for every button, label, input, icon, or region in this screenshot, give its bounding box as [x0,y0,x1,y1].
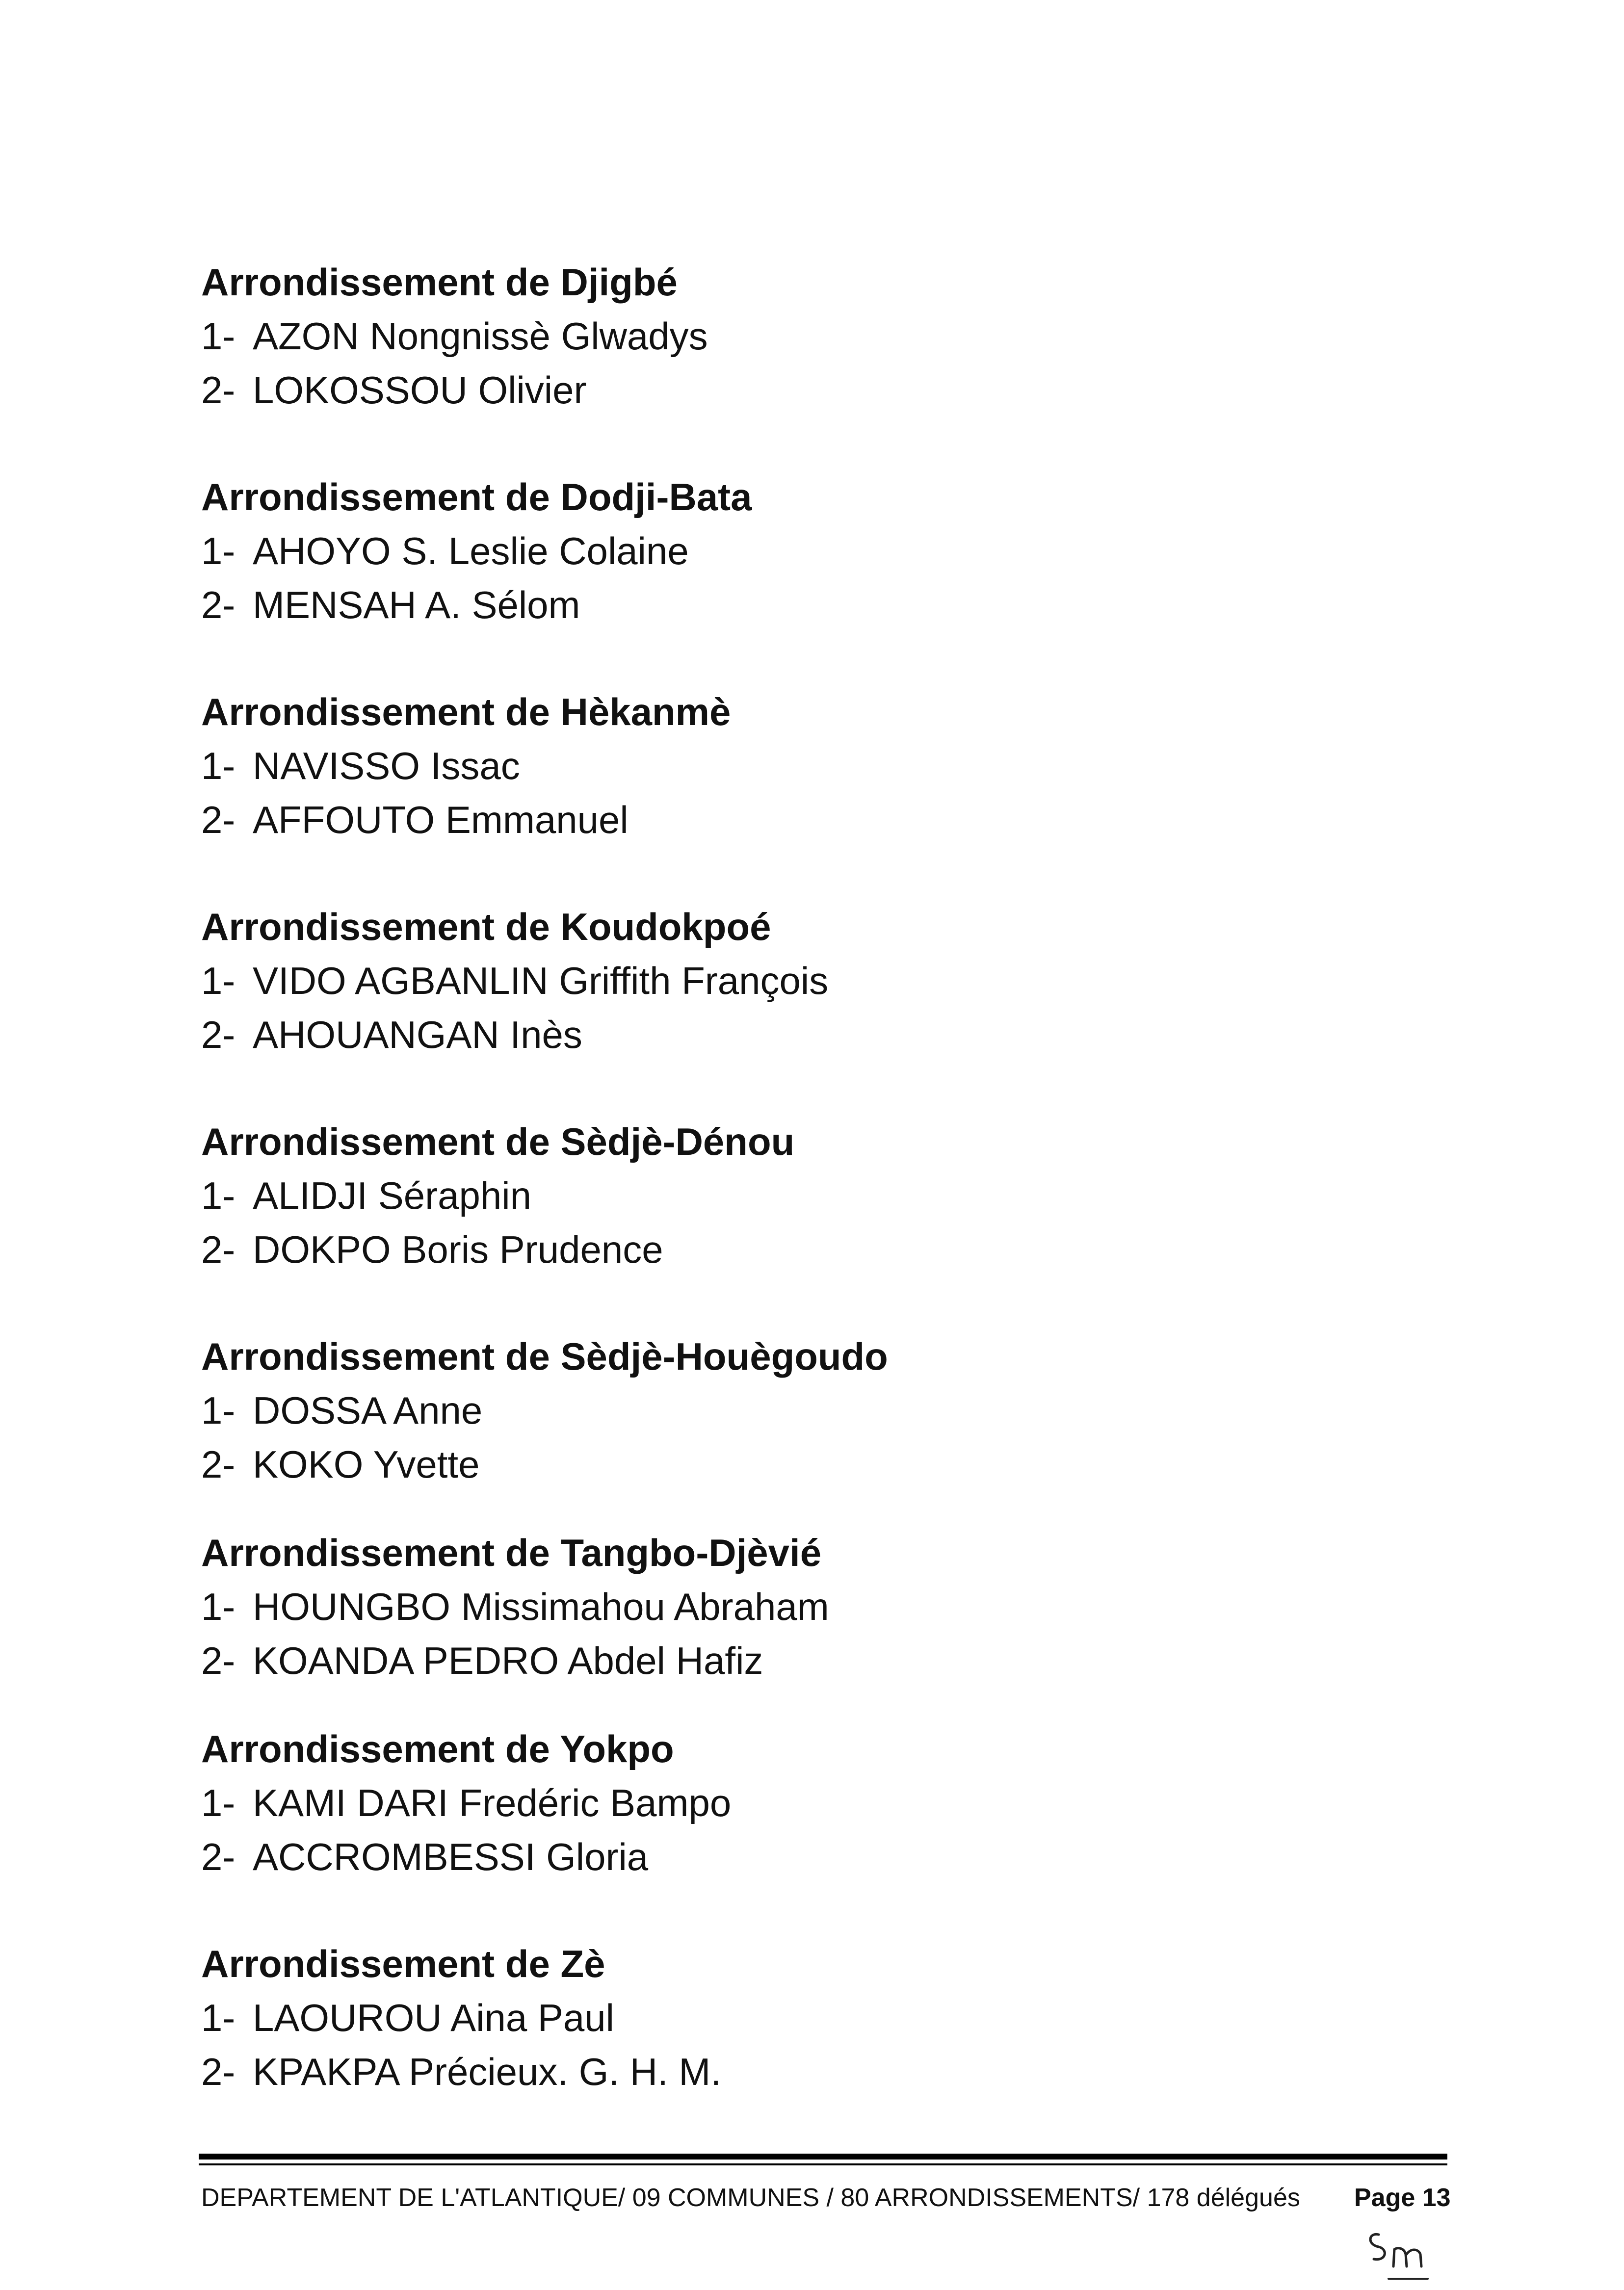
delegate-list [201,255,1428,2099]
section-title: Arrondissement de Dodji-Bata [201,475,752,519]
section-title: Arrondissement de Sèdjè-Dénou [201,1120,795,1163]
section-title: Arrondissement de Tangbo-Djèvié [201,1531,822,1574]
delegate-name: NAVISSO Issac [253,744,520,787]
list-item [201,1634,1428,1688]
item-number: 2- [201,368,236,412]
list-item [201,739,1428,793]
delegate-name: LAOUROU Aina Paul [253,1996,615,2039]
list-item [201,1830,1428,1884]
footer-summary: DEPARTEMENT DE L'ATLANTIQUE/ 09 COMMUNES / 80 ARRONDISSEMENTS/ 178 délégués [201,2184,1300,2212]
page-number: Page 13 [1354,2184,1451,2212]
section-koudokpoe [201,900,1428,1062]
list-item [201,1008,1428,1062]
item-number: 2- [201,798,236,841]
delegate-name: KOANDA PEDRO Abdel Hafiz [253,1639,763,1682]
item-number: 1- [201,744,236,787]
section-djigbe [201,255,1428,417]
delegate-name: LOKOSSOU Olivier [253,368,587,412]
delegate-name: KOKO Yvette [253,1443,480,1486]
section-hekanme [201,685,1428,847]
item-number: 1- [201,959,236,1002]
item-number: 1- [201,314,236,358]
list-item [201,2045,1428,2099]
item-number: 1- [201,1585,236,1628]
section-tangbo-djevie [201,1526,1428,1688]
delegate-name: ALIDJI Séraphin [253,1174,531,1217]
list-item [201,1991,1428,2045]
section-sedje-denou [201,1115,1428,1276]
item-number: 2- [201,583,236,626]
delegate-name: VIDO AGBANLIN Griffith François [253,959,829,1002]
delegate-name: MENSAH A. Sélom [253,583,580,626]
list-item [201,1776,1428,1830]
section-title: Arrondissement de Koudokpoé [201,905,771,948]
list-item [201,1383,1428,1437]
footer-divider-thick [199,2154,1447,2160]
list-item [201,524,1428,578]
list-item [201,1223,1428,1276]
item-number: 2- [201,1228,236,1271]
delegate-name: AHOUANGAN Inès [253,1013,582,1056]
item-number: 1- [201,529,236,572]
list-item [201,1580,1428,1634]
delegate-name: DOKPO Boris Prudence [253,1228,663,1271]
list-item [201,1437,1428,1491]
section-title: Arrondissement de Hèkanmè [201,690,731,733]
section-dodji-bata [201,470,1428,632]
section-title: Arrondissement de Yokpo [201,1727,674,1770]
section-yokpo [201,1722,1428,1884]
footer-divider-thin [199,2163,1447,2165]
list-item [201,363,1428,417]
section-sedje-houegoudo [201,1329,1428,1491]
list-item [201,1169,1428,1223]
delegate-name: AZON Nongnissè Glwadys [253,314,708,358]
list-item [201,578,1428,632]
delegate-name: KPAKPA Précieux. G. H. M. [253,2050,722,2093]
item-number: 2- [201,1639,236,1682]
list-item [201,309,1428,363]
delegate-name: AHOYO S. Leslie Colaine [253,529,689,572]
item-number: 1- [201,1781,236,1824]
item-number: 1- [201,1996,236,2039]
delegate-name: KAMI DARI Fredéric Bampo [253,1781,732,1824]
list-item [201,793,1428,847]
delegate-name: DOSSA Anne [253,1389,483,1432]
item-number: 2- [201,1835,236,1878]
item-number: 1- [201,1389,236,1432]
section-title: Arrondissement de Sèdjè-Houègoudo [201,1335,888,1378]
item-number: 2- [201,2050,236,2093]
item-number: 1- [201,1174,236,1217]
delegate-name: AFFOUTO Emmanuel [253,798,629,841]
delegate-name: HOUNGBO Missimahou Abraham [253,1585,829,1628]
section-ze [201,1937,1428,2099]
item-number: 2- [201,1013,236,1056]
initials-signature [1359,2220,1442,2284]
item-number: 2- [201,1443,236,1486]
list-item [201,954,1428,1008]
delegate-name: ACCROMBESSI Gloria [253,1835,649,1878]
section-title: Arrondissement de Zè [201,1942,605,1985]
section-title: Arrondissement de Djigbé [201,260,678,304]
